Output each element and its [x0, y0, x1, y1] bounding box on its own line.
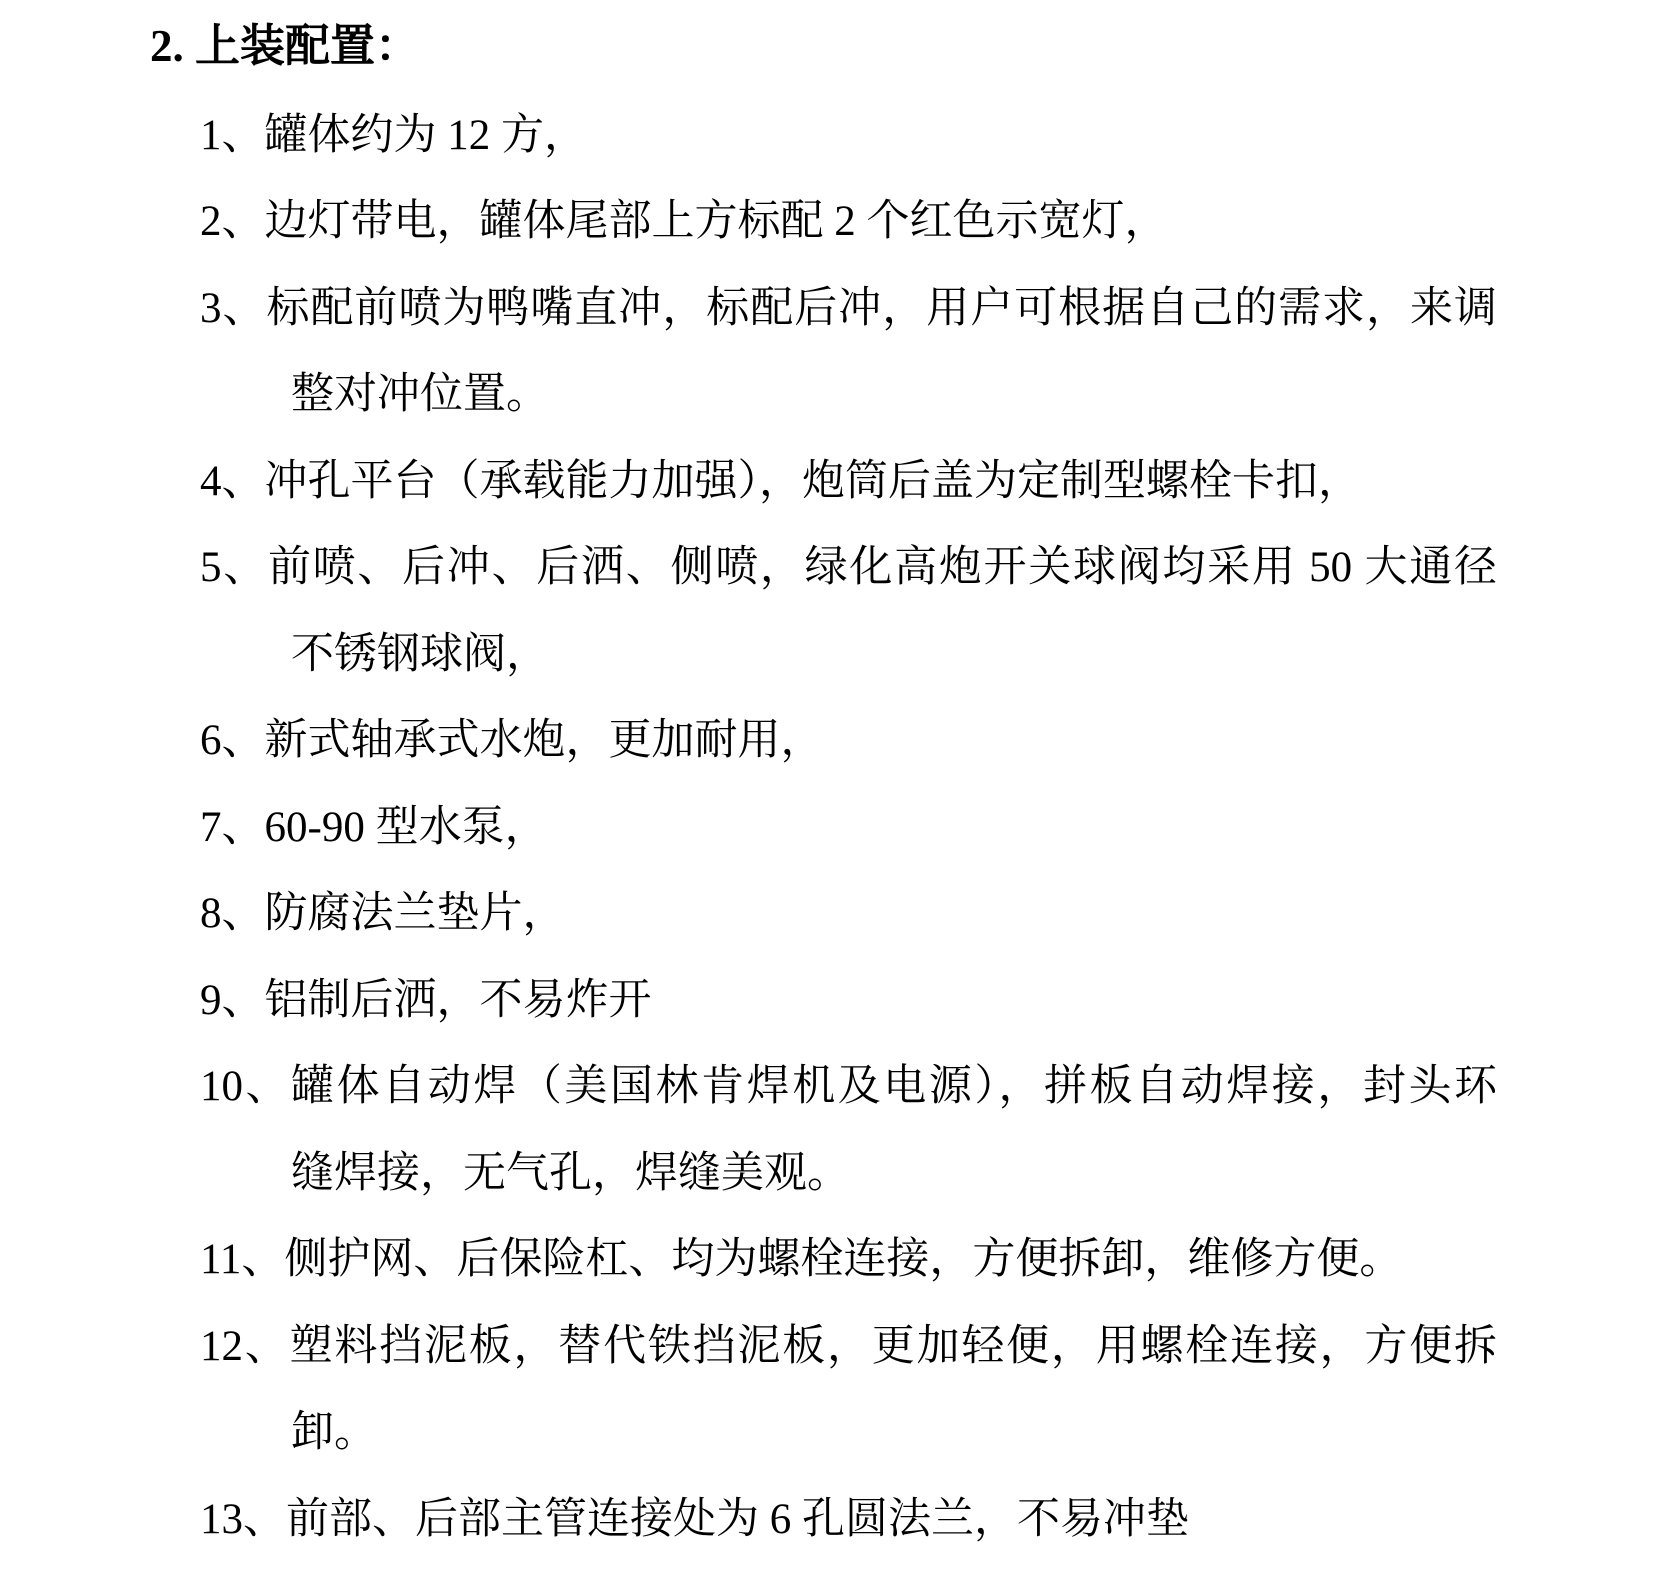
list-item-10-text: 罐体自动焊（美国林肯焊机及电源），拼板自动焊接，封头环 — [291, 1063, 1498, 1110]
list-item-13-number: 13、 — [200, 1496, 286, 1543]
list-item-6-number: 6、 — [200, 717, 265, 764]
list-item-3-number: 3、 — [200, 285, 267, 332]
list-item-11-text: 侧护网、后保险杠、均为螺栓连接，方便拆卸，维修方便。 — [284, 1236, 1403, 1283]
list-item-6 — [200, 719, 824, 762]
list-item-12-text: 塑料挡泥板，替代铁挡泥板，更加轻便，用螺栓连接，方便拆 — [289, 1323, 1498, 1370]
list-item-5 — [200, 546, 1497, 589]
list-item-1 — [200, 114, 587, 157]
list-item-9 — [200, 979, 652, 1022]
list-item-2 — [200, 200, 1168, 243]
list-item-11-number: 11、 — [200, 1236, 285, 1283]
list-item-10-continuation: 缝焊接，无气孔，焊缝美观。 — [291, 1150, 850, 1197]
list-item-8-number: 8、 — [200, 890, 265, 937]
list-item-10 — [200, 1065, 1497, 1108]
list-item-4-text: 冲孔平台（承载能力加强），炮筒后盖为定制型螺栓卡扣， — [264, 458, 1361, 505]
list-item-1-number: 1、 — [200, 112, 265, 159]
list-item-7-text: 60-90 型水泵， — [264, 804, 548, 851]
list-item-9-text: 铝制后洒，不易炸开 — [264, 977, 652, 1024]
list-item-3-continuation: 整对冲位置。 — [291, 371, 549, 418]
list-item-7 — [200, 806, 548, 849]
list-item-5-number: 5、 — [200, 544, 268, 591]
list-item-9-number: 9、 — [200, 977, 265, 1024]
list-item-11 — [200, 1238, 1402, 1281]
list-item-10-number: 10、 — [200, 1063, 292, 1110]
list-item-2-number: 2、 — [200, 198, 265, 245]
list-item-5-continuation: 不锈钢球阀， — [291, 631, 549, 678]
list-item-4-number: 4、 — [200, 458, 265, 505]
list-item-2-text: 边灯带电，罐体尾部上方标配 2 个红色示宽灯， — [264, 198, 1168, 245]
list-item-7-number: 7、 — [200, 804, 265, 851]
list-item-4 — [200, 460, 1361, 503]
list-item-12 — [200, 1325, 1497, 1368]
page-title: 2. 上装配置： — [150, 21, 421, 71]
list-item-1-text: 罐体约为 12 方， — [264, 112, 587, 159]
list-item-3 — [200, 287, 1497, 330]
list-item-8 — [200, 892, 566, 935]
list-item-13-text: 前部、后部主管连接处为 6 孔圆法兰，不易冲垫 — [286, 1496, 1189, 1543]
list-item-12-continuation: 卸。 — [291, 1409, 377, 1456]
list-item-8-text: 防腐法兰垫片， — [264, 890, 566, 937]
list-item-13 — [200, 1498, 1189, 1541]
list-item-5-text: 前喷、后冲、后洒、侧喷，绿化高炮开关球阀均采用 50 大通径 — [267, 544, 1498, 591]
list-item-3-text: 标配前喷为鸭嘴直冲，标配后冲，用户可根据自己的需求，来调 — [266, 285, 1498, 332]
list-item-6-text: 新式轴承式水炮，更加耐用， — [264, 717, 824, 764]
list-item-12-number: 12、 — [200, 1323, 290, 1370]
